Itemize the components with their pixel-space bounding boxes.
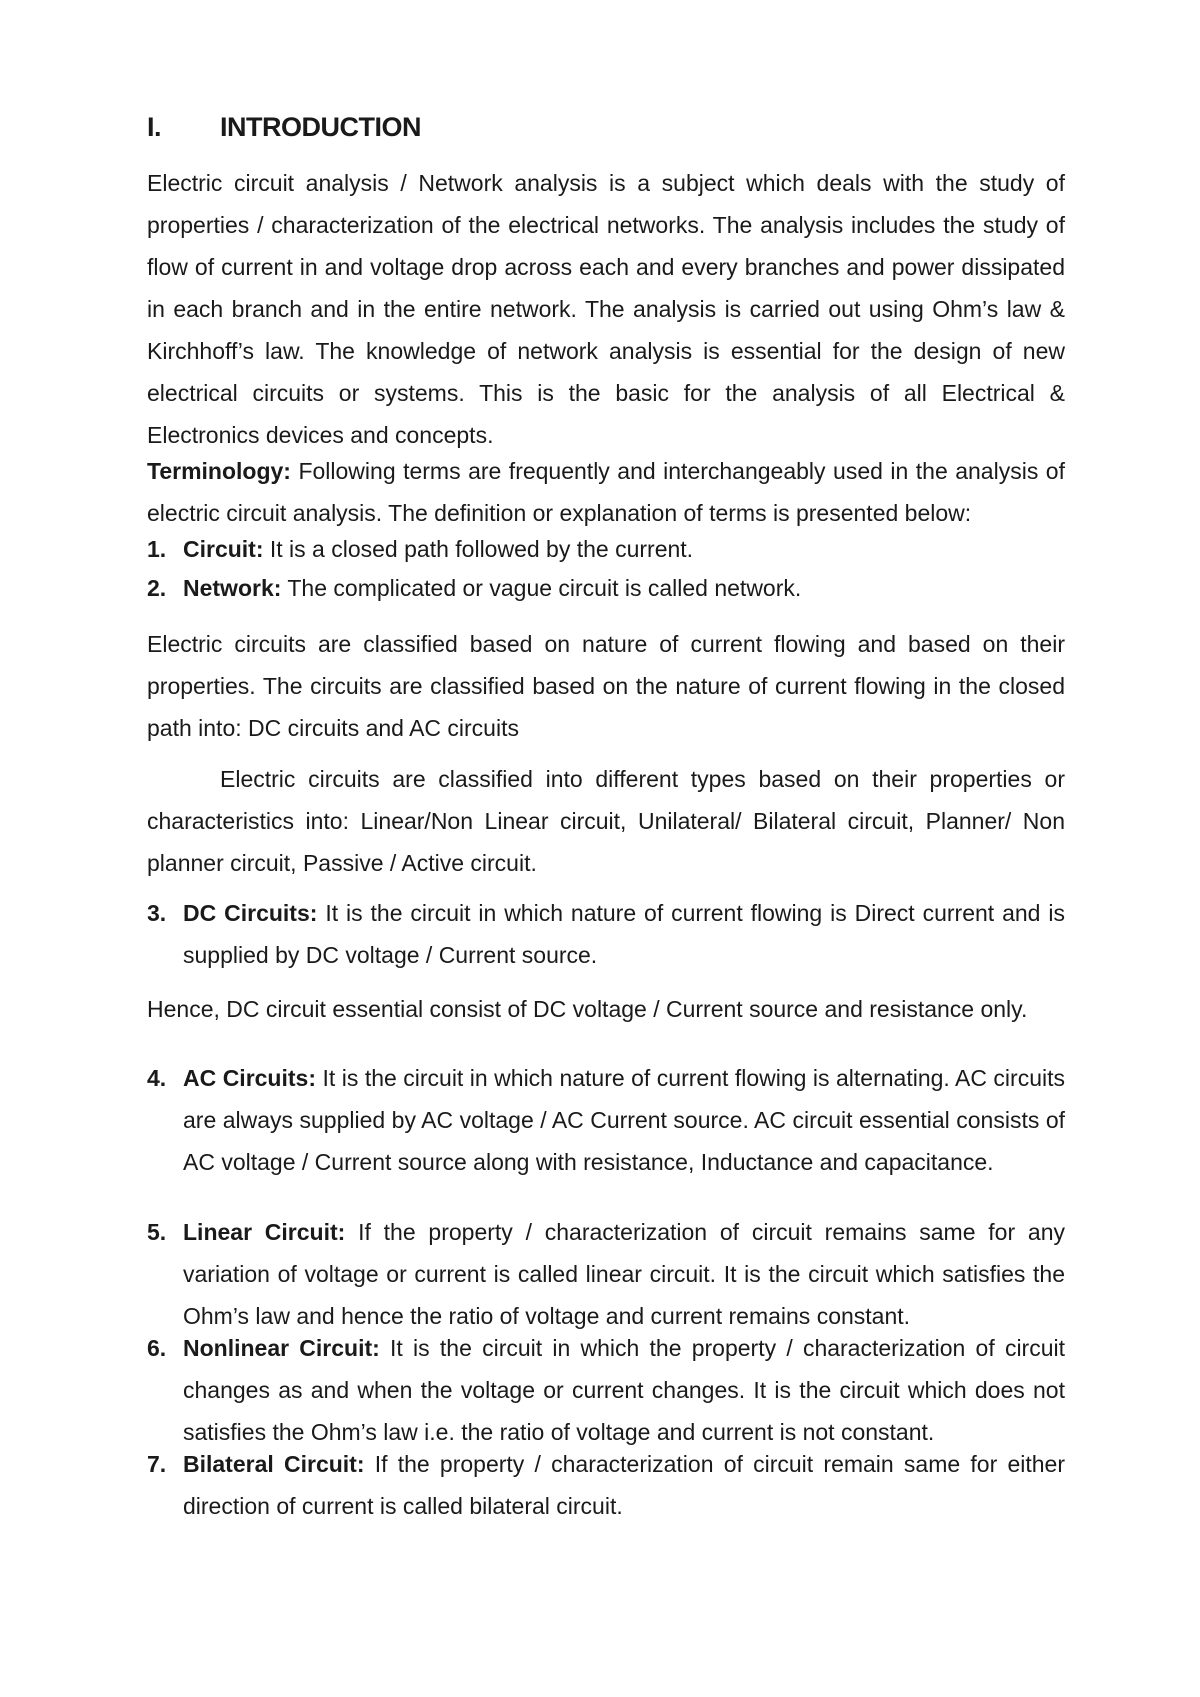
list-item-ac-circuits xyxy=(147,1057,1065,1183)
list-item-circuit xyxy=(147,528,1065,570)
list-item-number: 7. xyxy=(147,1451,167,1477)
list-item-term: Nonlinear Circuit: xyxy=(183,1335,380,1361)
section-heading xyxy=(147,112,421,143)
list-item-network xyxy=(147,567,1065,609)
list-item-number: 2. xyxy=(147,575,167,601)
section-number: I. xyxy=(147,112,162,142)
list-item-text: If the property / characterization of circuit remains same for any variation of voltage or current is called linear circuit. It is the circuit which satisfies the Ohm’s law and hence the ratio of voltage and current remains constant. xyxy=(183,1219,1065,1329)
intro-paragraph: Electric circuit analysis / Network analysis is a subject which deals with the study of properties / characterization of the electrical networks. The analysis includes the study of flow of current in and voltage drop across each and every branches and power dissipated in each branch and in the entire network. The analysis is carried out using Ohm’s law & Kirchhoff’s law. The knowledge of network analysis is essential for the design of new electrical circuits or systems. This is the basic for the analysis of all Electrical & Electronics devices and concepts. xyxy=(147,170,1065,448)
list-item-text: The complicated or vague circuit is called network. xyxy=(281,575,802,601)
terminology-label: Terminology: xyxy=(147,458,291,484)
list-item-text: It is the circuit in which the property / characterization of circuit changes as and when the voltage or current changes. It is the circuit which does not satisfies the Ohm’s law i.e. the ratio of voltage and current is not constant. xyxy=(183,1335,1065,1445)
classification-paragraph-1: Electric circuits are classified based on nature of current flowing and based on their properties. The circuits are classified based on the nature of current flowing in the closed path into: DC circuits and AC circuits xyxy=(147,631,1065,741)
list-item-term: DC Circuits: xyxy=(183,900,318,926)
list-item-term: Circuit: xyxy=(183,536,264,562)
list-item-linear-circuit xyxy=(147,1211,1065,1337)
list-item-term: Network: xyxy=(183,575,282,601)
dc-note-paragraph: Hence, DC circuit essential consist of DC voltage / Current source and resistance only. xyxy=(147,996,1028,1022)
classification-paragraph-2: Electric circuits are classified into different types based on their properties or characteristics into: Linear/Non Linear circuit, Unilateral/ Bilateral circuit, Planner/ Non planner circuit, Passive / Active circuit. xyxy=(147,766,1065,876)
list-item-term: AC Circuits: xyxy=(183,1065,316,1091)
list-item-text: It is the circuit in which nature of current flowing is alternating. AC circuits are always supplied by AC voltage / AC Current source. AC circuit essential consists of AC voltage / Current source along with resistance, Inductance and capacitance. xyxy=(183,1065,1065,1175)
list-item-text: It is a closed path followed by the current. xyxy=(263,536,694,562)
terminology-text: Following terms are frequently and interchangeably used in the analysis of electric circuit analysis. The definition or explanation of terms is presented below: xyxy=(147,458,1065,526)
list-item-number: 5. xyxy=(147,1219,167,1245)
list-item-number: 3. xyxy=(147,900,167,926)
list-item-text: If the property / characterization of circuit remain same for either direction of current is called bilateral circuit. xyxy=(183,1451,1065,1519)
list-item-bilateral-circuit xyxy=(147,1443,1065,1527)
section-title: INTRODUCTION xyxy=(220,112,421,142)
list-item-term: Bilateral Circuit: xyxy=(183,1451,365,1477)
list-item-number: 1. xyxy=(147,536,167,562)
terminology-paragraph xyxy=(147,450,1065,534)
list-item-number: 6. xyxy=(147,1335,167,1361)
list-item-nonlinear-circuit xyxy=(147,1327,1065,1453)
list-item-text: It is the circuit in which nature of current flowing is Direct current and is supplied by DC voltage / Current source. xyxy=(183,900,1065,968)
list-item-dc-circuits xyxy=(147,892,1065,976)
list-item-term: Linear Circuit: xyxy=(183,1219,346,1245)
list-item-number: 4. xyxy=(147,1065,167,1091)
